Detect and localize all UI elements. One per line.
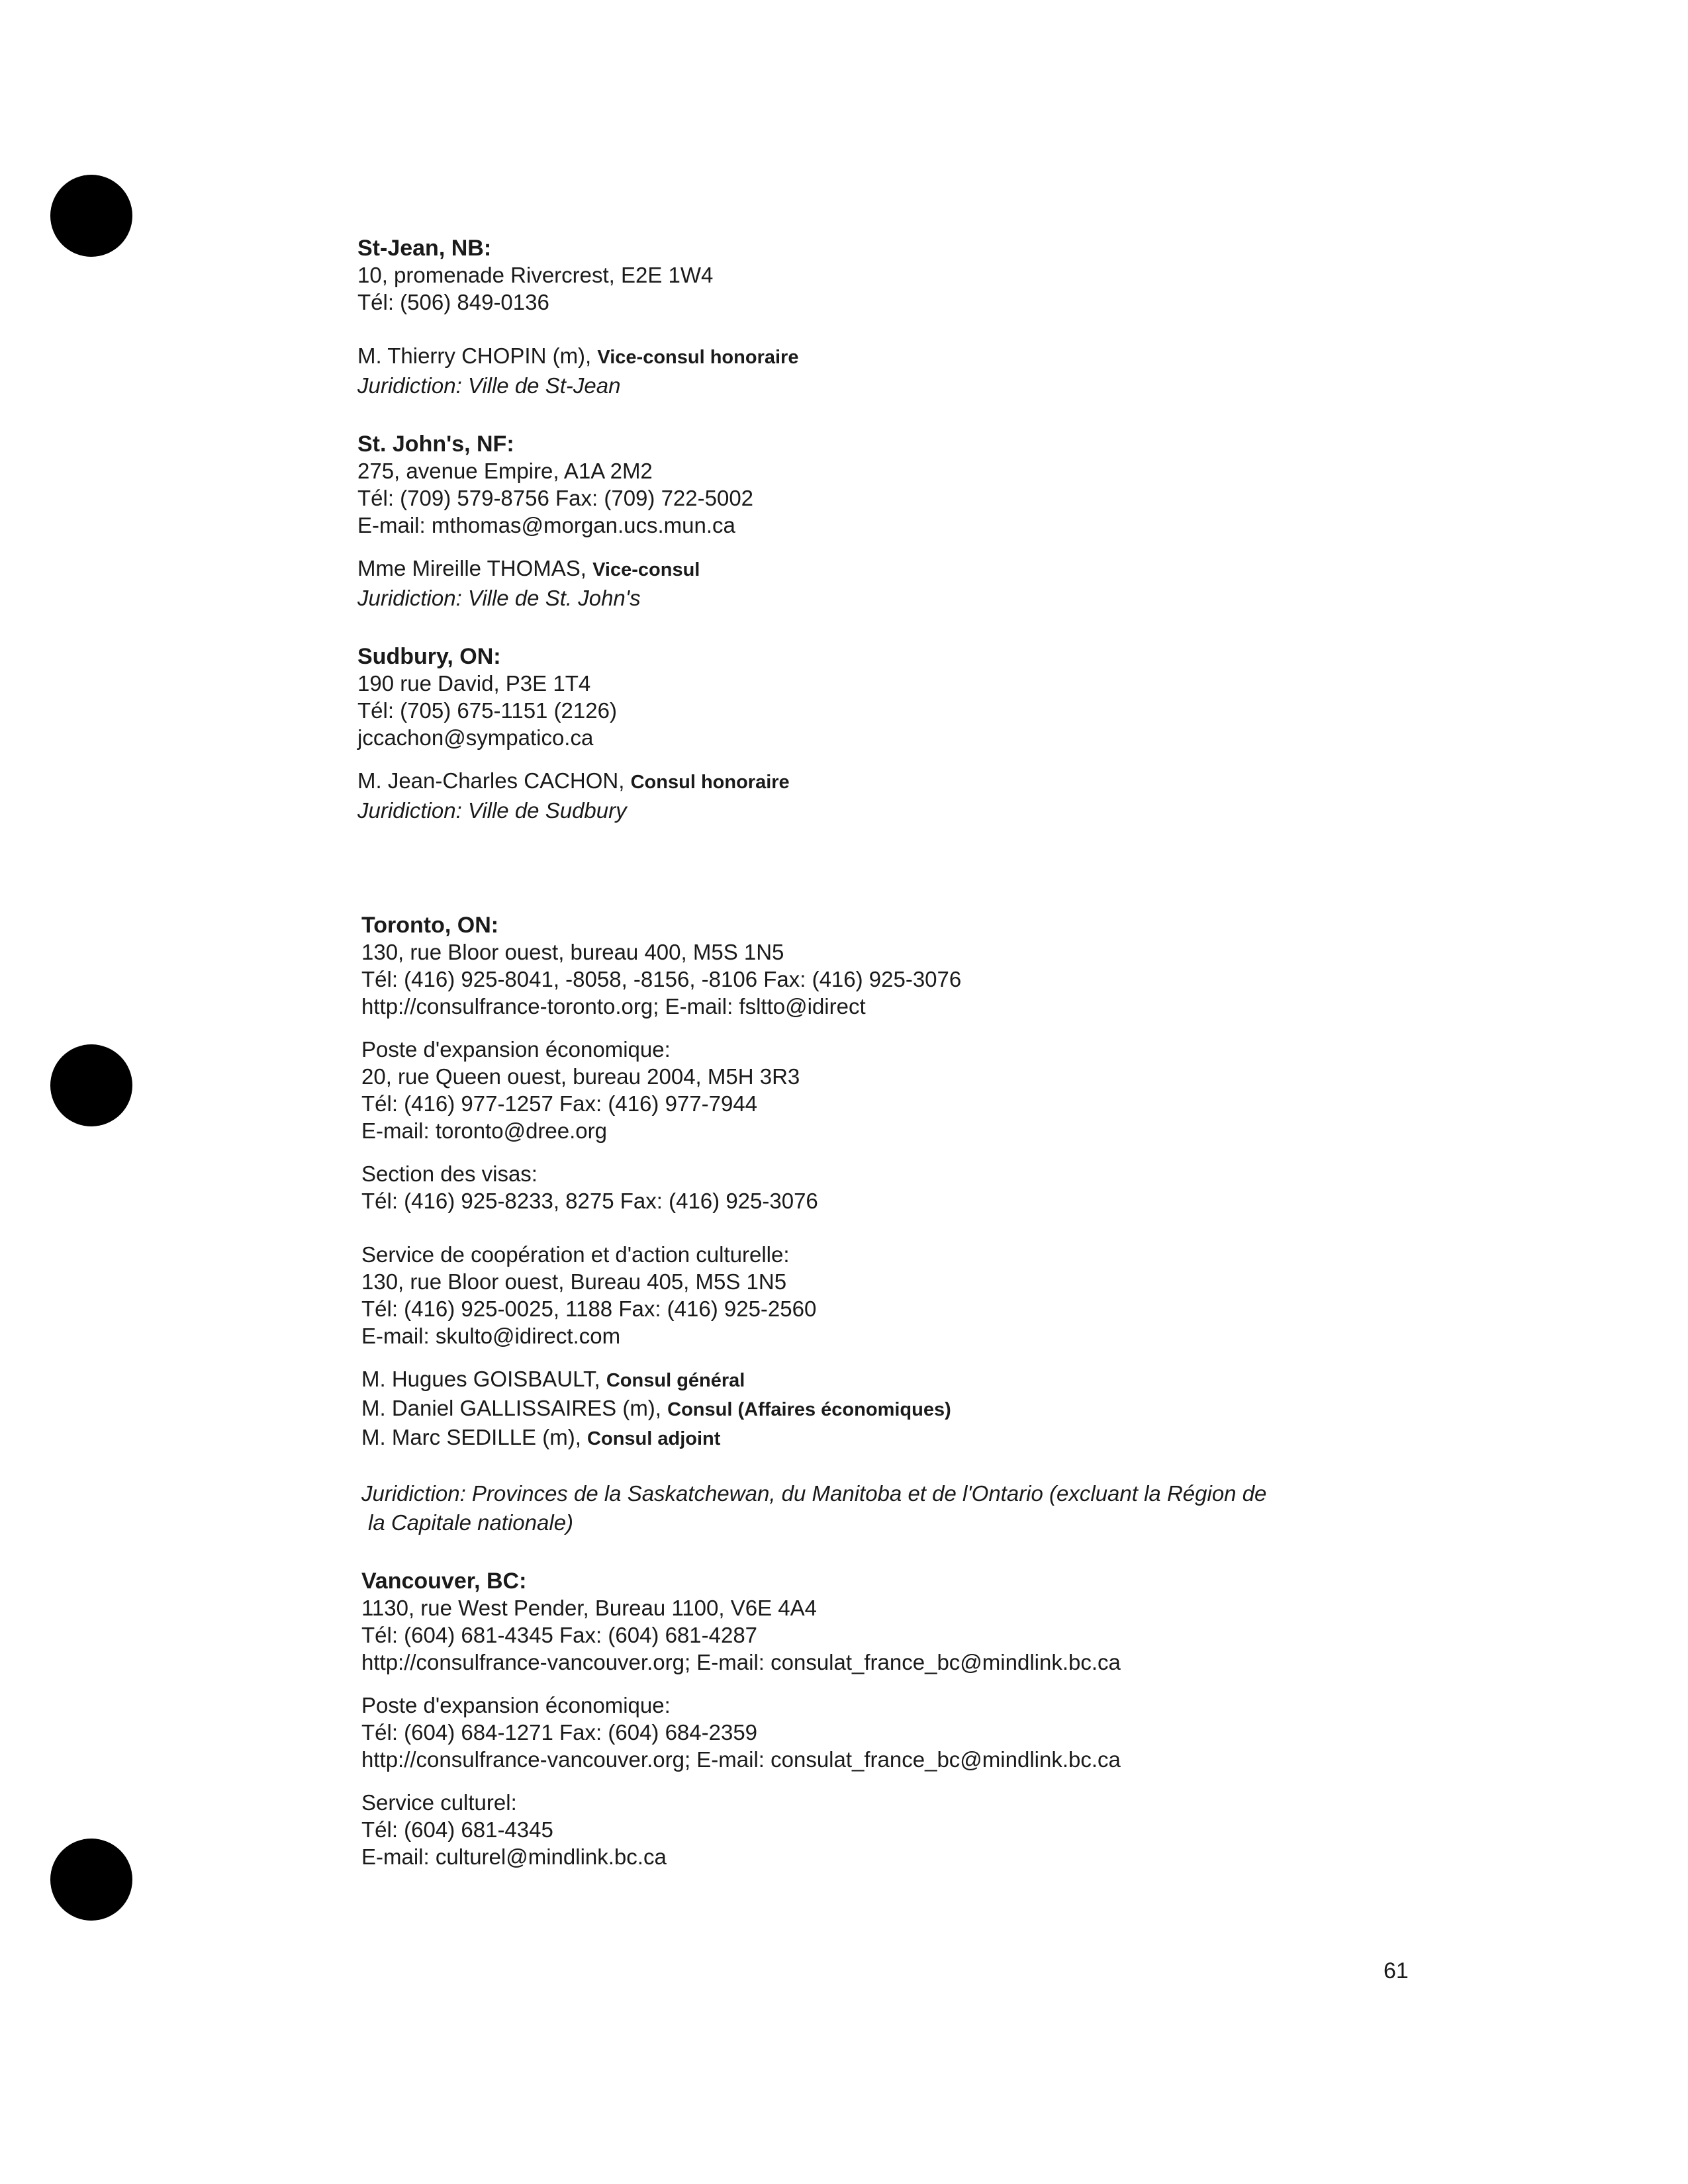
person-name: M. Jean-Charles CACHON, bbox=[357, 768, 625, 793]
website-email: http://consulfrance-toronto.org; E-mail: fsltto@idirect bbox=[361, 994, 866, 1019]
address: 20, rue Queen ouest, bureau 2004, M5H 3R3 bbox=[361, 1064, 800, 1089]
email: E-mail: toronto@dree.org bbox=[361, 1118, 607, 1143]
website-email: http://consulfrance-vancouver.org; E-mail: consulat_france_bc@mindlink.bc.ca bbox=[361, 1747, 1121, 1772]
phone: Tél: (506) 849-0136 bbox=[357, 290, 549, 314]
entry-toronto bbox=[361, 912, 1454, 1537]
punch-hole-middle bbox=[50, 1044, 132, 1126]
lower-entries bbox=[361, 912, 1454, 1870]
address: 10, promenade Rivercrest, E2E 1W4 bbox=[357, 263, 714, 287]
address: 130, rue Bloor ouest, bureau 400, M5S 1N5 bbox=[361, 940, 784, 964]
jurisdiction bbox=[361, 1479, 1454, 1537]
upper-entries bbox=[357, 235, 1450, 825]
person-name: M. Daniel GALLISSAIRES (m), bbox=[361, 1396, 661, 1420]
cultural-service bbox=[361, 1789, 1454, 1870]
person-name: Mme Mireille THOMAS, bbox=[357, 556, 586, 580]
phone-fax: Tél: (416) 977-1257 Fax: (416) 977-7944 bbox=[361, 1091, 758, 1116]
person-role: Consul (Affaires économiques) bbox=[667, 1399, 951, 1420]
address: 1130, rue West Pender, Bureau 1100, V6E 4A4 bbox=[361, 1596, 817, 1620]
section-heading: Service culturel: bbox=[361, 1790, 517, 1815]
phone-fax: Tél: (604) 684-1271 Fax: (604) 684-2359 bbox=[361, 1720, 758, 1745]
entry-title: St-Jean, NB: bbox=[357, 236, 492, 261]
phone-fax: Tél: (604) 681-4345 Fax: (604) 681-4287 bbox=[361, 1623, 758, 1647]
phone-fax: Tél: (416) 925-0025, 1188 Fax: (416) 925-2560 bbox=[361, 1297, 817, 1321]
phone-fax: Tél: (709) 579-8756 Fax: (709) 722-5002 bbox=[357, 486, 754, 510]
jurisdiction-line: la Capitale nationale) bbox=[368, 1510, 574, 1535]
contact-person bbox=[357, 767, 1450, 796]
jurisdiction: Juridiction: Ville de St. John's bbox=[357, 586, 641, 610]
person-role: Vice-consul bbox=[592, 559, 700, 580]
website-email: http://consulfrance-vancouver.org; E-mail: consulat_france_bc@mindlink.bc.ca bbox=[361, 1650, 1121, 1674]
entry-vancouver bbox=[361, 1568, 1454, 1870]
address: 275, avenue Empire, A1A 2M2 bbox=[357, 459, 653, 483]
address: 130, rue Bloor ouest, Bureau 405, M5S 1N5 bbox=[361, 1269, 787, 1294]
person-role: Consul général bbox=[606, 1370, 745, 1391]
contact-person bbox=[357, 555, 1450, 584]
person-name: M. Hugues GOISBAULT, bbox=[361, 1367, 600, 1391]
section-heading: Section des visas: bbox=[361, 1161, 538, 1186]
entry-title: Toronto, ON: bbox=[361, 913, 499, 938]
phone-fax: Tél: (416) 925-8233, 8275 Fax: (416) 925-3076 bbox=[361, 1189, 818, 1213]
entry-title: St. John's, NF: bbox=[357, 432, 514, 457]
person-name: M. Marc SEDILLE (m), bbox=[361, 1425, 581, 1449]
person-role: Vice-consul honoraire bbox=[597, 347, 799, 368]
entry-stjean bbox=[357, 235, 1450, 400]
section-heading: Service de coopération et d'action culturelle: bbox=[361, 1242, 790, 1267]
entry-title: Sudbury, ON: bbox=[357, 644, 501, 669]
staff-list bbox=[361, 1365, 1454, 1453]
staff-member bbox=[361, 1394, 1454, 1424]
section-heading: Poste d'expansion économique: bbox=[361, 1037, 671, 1062]
email: E-mail: skulto@idirect.com bbox=[361, 1324, 621, 1348]
economic-office bbox=[361, 1036, 1454, 1144]
jurisdiction-line: Juridiction: Provinces de la Saskatchewan, du Manitoba et de l'Ontario (excluant la Région de bbox=[361, 1481, 1267, 1506]
contact-person bbox=[357, 342, 1450, 371]
person-role: Consul honoraire bbox=[630, 772, 790, 793]
punch-hole-bottom bbox=[50, 1839, 132, 1921]
economic-office bbox=[361, 1692, 1454, 1773]
staff-member bbox=[361, 1424, 1454, 1453]
jurisdiction: Juridiction: Ville de Sudbury bbox=[357, 798, 627, 823]
section-heading: Poste d'expansion économique: bbox=[361, 1693, 671, 1717]
visa-section bbox=[361, 1160, 1454, 1214]
address: 190 rue David, P3E 1T4 bbox=[357, 671, 591, 696]
punch-hole-top bbox=[50, 175, 132, 257]
phone: Tél: (705) 675-1151 (2126) bbox=[357, 698, 617, 723]
email: E-mail: mthomas@morgan.ucs.mun.ca bbox=[357, 513, 735, 537]
entry-stjohns bbox=[357, 431, 1450, 613]
staff-member bbox=[361, 1365, 1454, 1394]
person-name: M. Thierry CHOPIN (m), bbox=[357, 343, 592, 368]
entry-sudbury bbox=[357, 643, 1450, 825]
cultural-cooperation-service bbox=[361, 1241, 1454, 1349]
phone: Tél: (604) 681-4345 bbox=[361, 1817, 553, 1842]
page-number: 61 bbox=[1383, 1958, 1409, 1983]
email: E-mail: culturel@mindlink.bc.ca bbox=[361, 1844, 667, 1869]
email: jccachon@sympatico.ca bbox=[357, 725, 594, 750]
phone-fax: Tél: (416) 925-8041, -8058, -8156, -8106 Fax: (416) 925-3076 bbox=[361, 967, 962, 991]
jurisdiction: Juridiction: Ville de St-Jean bbox=[357, 373, 621, 398]
person-role: Consul adjoint bbox=[587, 1428, 721, 1449]
entry-title: Vancouver, BC: bbox=[361, 1569, 527, 1594]
